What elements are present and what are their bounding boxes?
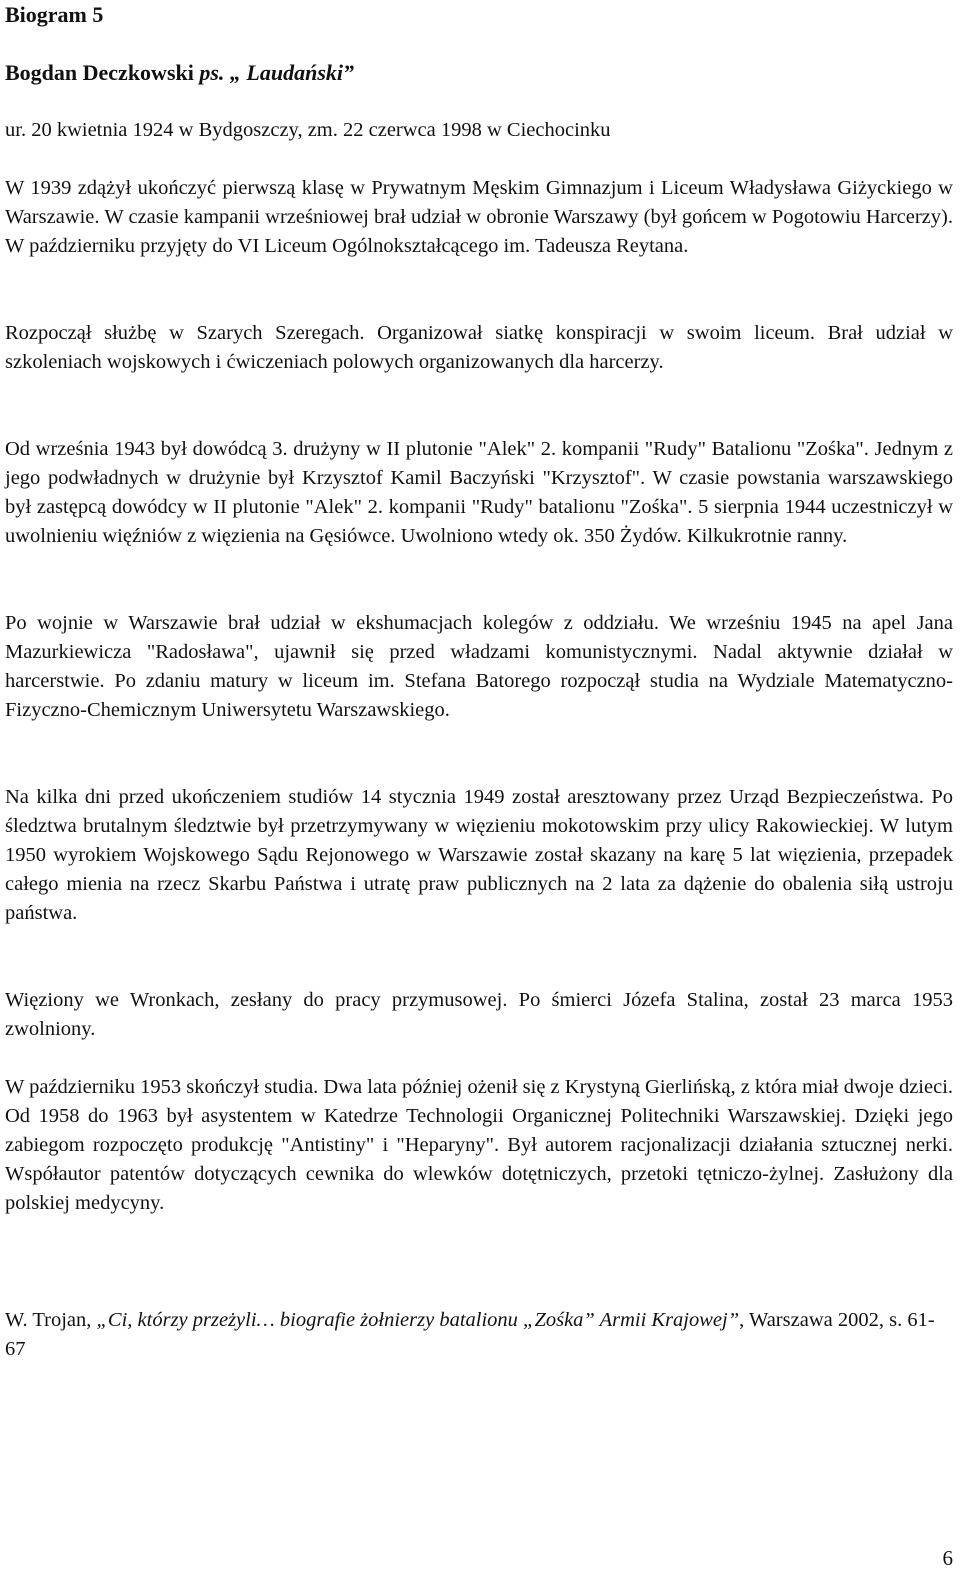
citation-publication: , Warszawa 2002, s. 61-67 — [5, 1309, 935, 1360]
person-name: Bogdan Deczkowski — [5, 60, 194, 85]
person-name-heading — [5, 58, 354, 87]
life-dates: ur. 20 kwietnia 1924 w Bydgoszczy, zm. 22 czerwca 1998 w Ciechocinku — [5, 119, 611, 141]
paragraph-grey-ranks: Rozpoczął służbę w Szarych Szeregach. Organizował siatkę konspiracji w swoim liceum. Brał udział w szkoleniach wojskowych i ćwiczeniach polowych organizowanych dla harcerzy. — [5, 322, 953, 373]
paragraph-arrest: Na kilka dni przed ukończeniem studiów 14 stycznia 1949 został aresztowany przez Urząd Bezpieczeństwa. Po śledztwa brutalnym śledztwie był przetrzymywany w więzieniu mokotowskim przy ulicy Rakowieckiej. W lutym 1950 wyrokiem Wojskowego Sądu Rejonowego w Warszawie został skazany na karę 5 lat więzienia, przepadek całego mienia na rzecz Skarbu Państwa i utratę praw publicznych na 2 lata za dążenie do obalenia siłą ustroju państwa. — [5, 786, 953, 924]
citation-author: W. Trojan, — [5, 1309, 92, 1331]
citation-title: „Ci, którzy przeżyli… biografie żołnierzy batalionu „Zośka” Armii Krajowej” — [96, 1309, 740, 1331]
citation — [5, 1306, 953, 1364]
pseudonym: „ Laudański” — [229, 60, 355, 85]
paragraph-career: W październiku 1953 skończył studia. Dwa lata później ożenił się z Krystyną Gierlińską, z która miał dwoje dzieci. Od 1958 do 1963 był asystentem w Katedrze Technologii Organicznej Politechniki Warszawskiej. Dzięki jego zabiegom rozpoczęto produkcję "Antistiny" i "Heparyny". Był autorem racjonalizacji działania sztucznej nerki. Współautor patentów dotyczących cewnika do wlewków dotętniczych, przetoki tętniczo-żylnej. Zasłużony dla polskiej medycyny. — [5, 1076, 954, 1214]
pseudonym-prefix: ps. — [199, 60, 225, 85]
paragraph-imprisonment: Więziony we Wronkach, zesłany do pracy przymusowej. Po śmierci Józefa Stalina, został 23 marca 1953 zwolniony. — [5, 989, 953, 1040]
biogram-heading: Biogram 5 — [5, 2, 104, 27]
paragraph-postwar: Po wojnie w Warszawie brał udział w ekshumacjach kolegów z oddziału. We wrześniu 1945 na apel Jana Mazurkiewicza "Radosława", ujawnił się przed władzami komunistycznymi. Nadal aktywnie działał w harcerstwie. Po zdaniu matury w liceum im. Stefana Batorego rozpoczął studia na Wydziale Matematyczno-Fizyczno-Chemicznym Uniwersytetu Warszawskiego. — [5, 612, 953, 721]
page-number: 6 — [942, 1546, 953, 1570]
paragraph-school: W 1939 zdążył ukończyć pierwszą klasę w Prywatnym Męskim Gimnazjum i Liceum Władysława Giżyckiego w Warszawie. W czasie kampanii wrześniowej brał udział w obronie Warszawy (był gońcem w Pogotowiu Harcerzy). W październiku przyjęty do VI Liceum Ogólnokształcącego im. Tadeusza Reytana. — [5, 177, 953, 257]
paragraph-uprising: Od września 1943 był dowódcą 3. drużyny w II plutonie "Alek" 2. kompanii "Rudy" Batalionu "Zośka". Jednym z jego podwładnych w drużynie był Krzysztof Kamil Baczyński "Krzysztof". W czasie powstania warszawskiego był zastępcą dowódcy w II plutonie "Alek" 2. kompanii "Rudy" batalionu "Zośka". 5 sierpnia 1944 uczestniczył w uwolnieniu więźniów z więzienia na Gęsiówce. Uwolniono wtedy ok. 350 Żydów. Kilkukrotnie ranny. — [5, 438, 953, 547]
